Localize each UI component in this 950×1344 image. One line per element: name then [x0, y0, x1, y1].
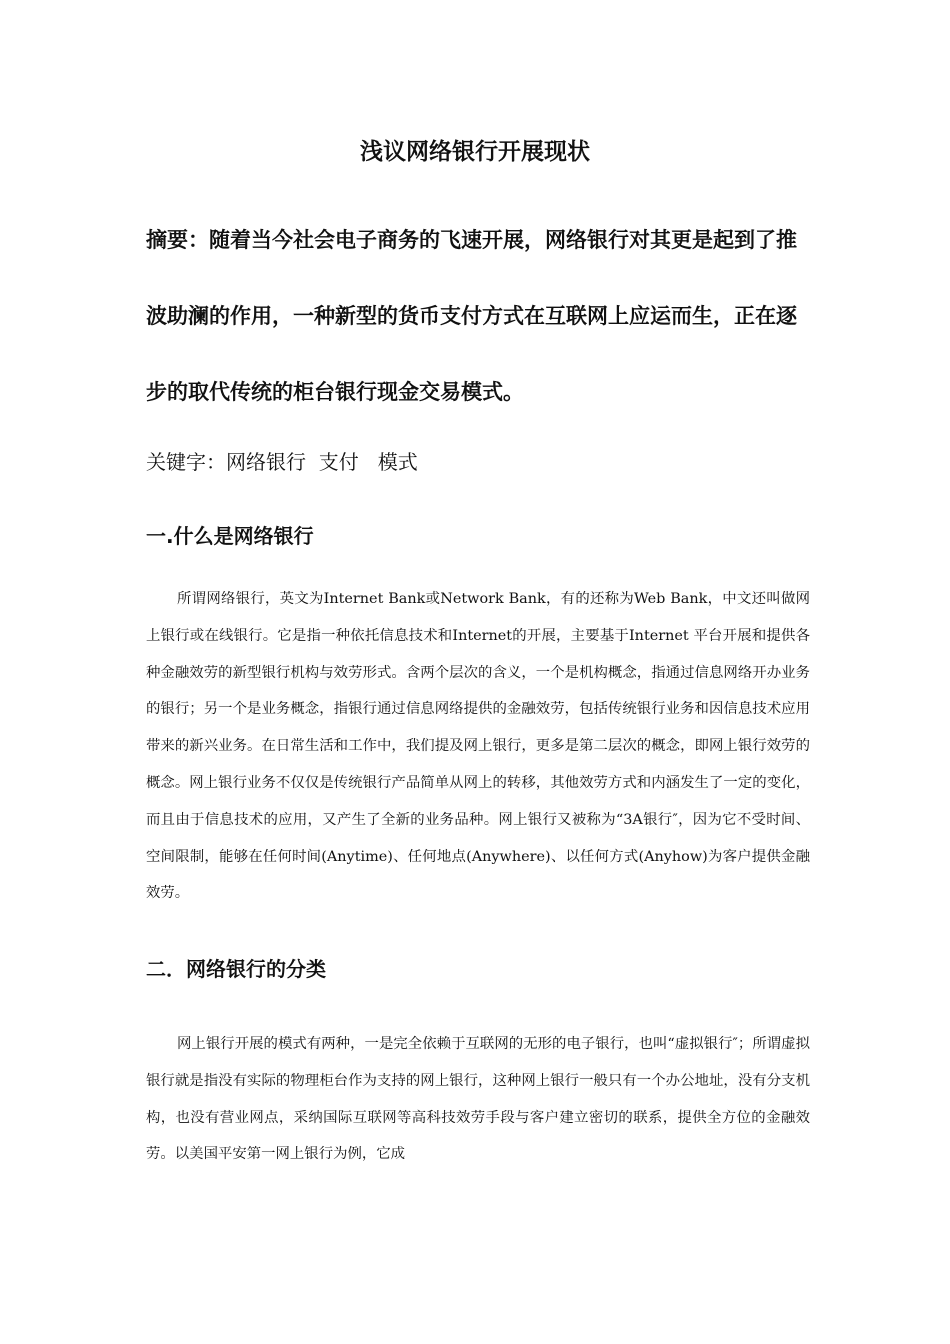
section-heading: 二．网络银行的分类 [146, 957, 326, 981]
keywords-line: 关键字：网络银行 支付 模式 [146, 450, 418, 474]
abstract-paragraph: 摘要：随着当今社会电子商务的飞速开展，网络银行对其更是起到了推波助澜的作用，一种新型的货币支付方式在互联网上应运而生，正在逐步的取代传统的柜台银行现金交易模式。 [146, 228, 797, 404]
document-title: 浅议网络银行开展现状 [360, 139, 590, 165]
section-heading: 一.什么是网络银行 [146, 524, 314, 548]
body-paragraph: 所谓网络银行，英文为Internet Bank或Network Bank，有的还称为Web Bank，中文还叫做网上银行或在线银行。它是指一种依托信息技术和Internet的开展，主要基于Internet 平台开展和提供各种金融效劳的新型银行机构与效劳形式。含两个层次的含义，一个是机构概念，指通过信息网络开办业务的银行；另一个是业务概念，指银行通过信息网络提供的金融效劳，包括传统银行业务和因信息技术应用带来的新兴业务。在日常生活和工作中，我们提及网上银行，更多是第二层次的概念，即网上银行效劳的概念。网上银行业务不仅仅是传统银行产品简单从网上的转移，其他效劳方式和内涵发生了一定的变化，而且由于信息技术的应用，又产生了全新的业务品种。网上银行又被称为“3A银行″，因为它不受时间、空间限制，能够在任何时间(Anytime)、任何地点(Anywhere)、以任何方式(Anyhow)为客户提供金融效劳。 [146, 591, 810, 902]
body-paragraph: 网上银行开展的模式有两种，一是完全依赖于互联网的无形的电子银行，也叫“虚拟银行″；所谓虚拟银行就是指没有实际的物理柜台作为支持的网上银行，这种网上银行一般只有一个办公地址，没有分支机构，也没有营业网点，采纳国际互联网等高科技效劳手段与客户建立密切的联系，提供全方位的金融效劳。以美国平安第一网上银行为例，它成 [146, 1036, 810, 1163]
